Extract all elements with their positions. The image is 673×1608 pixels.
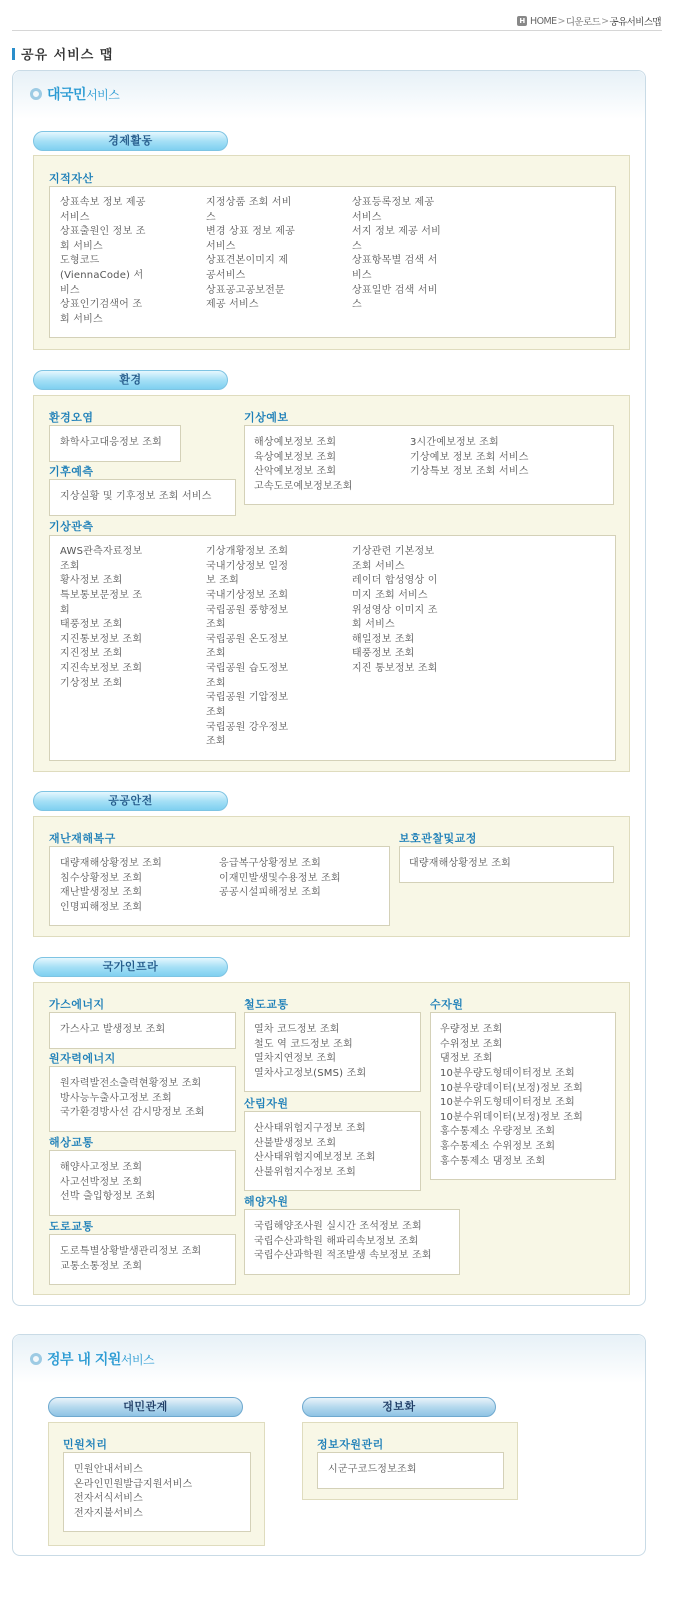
service-link[interactable]: 공공시설피해정보 조회 xyxy=(219,887,321,898)
subcat-water: 수자원 xyxy=(430,998,464,1011)
subcat-ip: 지적자산 xyxy=(49,172,94,185)
service-link[interactable]: 조회 xyxy=(206,619,226,630)
service-link[interactable]: 지진정보 조회 xyxy=(60,648,123,659)
service-link[interactable]: 도형코드 xyxy=(60,255,100,266)
service-link[interactable]: 원자력발전소출력현황정보 조회 xyxy=(60,1078,202,1089)
circle-icon xyxy=(30,1353,42,1365)
section-title: 정부 내 지원서비스 xyxy=(30,1349,154,1369)
service-link[interactable]: 응급복구상황정보 조회 xyxy=(219,858,321,869)
service-link[interactable]: 상표등록정보 제공 xyxy=(352,197,435,208)
service-link[interactable]: 비스 xyxy=(60,285,80,296)
service-link[interactable]: 상표출원인 정보 조 xyxy=(60,226,146,237)
service-link[interactable]: 기상예보 정보 조회 서비스 xyxy=(410,452,529,463)
service-link[interactable]: 10분수위도형데이터정보 조회 xyxy=(440,1097,575,1108)
service-link[interactable]: 침수상황정보 조회 xyxy=(60,873,143,884)
service-link[interactable]: 댐정보 조회 xyxy=(440,1053,493,1064)
subcat-marine: 해상교통 xyxy=(49,1136,94,1149)
service-link[interactable]: 기상관련 기본정보 xyxy=(352,546,435,557)
service-link[interactable]: 미지 조회 서비스 xyxy=(352,590,428,601)
category-environment[interactable]: 환경 xyxy=(33,370,228,390)
breadcrumb-download[interactable]: 디운로드 xyxy=(565,17,601,28)
service-link[interactable]: 해일정보 조회 xyxy=(352,634,415,645)
breadcrumb xyxy=(517,14,661,28)
service-link[interactable]: 산사태위험지구정보 조회 xyxy=(254,1123,366,1134)
page-title-text: 공유 서비스 맵 xyxy=(21,48,114,63)
divider xyxy=(12,30,662,31)
service-link[interactable]: 조회 xyxy=(206,678,226,689)
subcat-ocean: 해양자원 xyxy=(244,1195,289,1208)
service-link[interactable]: 기상정보 조회 xyxy=(60,678,123,689)
subcat-forest: 산림자원 xyxy=(244,1097,289,1110)
service-link[interactable]: 방사능누출사고정보 조회 xyxy=(60,1093,172,1104)
service-link[interactable]: 해양사고정보 조회 xyxy=(60,1162,143,1173)
breadcrumb-home[interactable]: HOME xyxy=(530,15,557,27)
service-link[interactable]: 제공 서비스 xyxy=(206,299,259,310)
service-link[interactable]: 조회 xyxy=(206,648,226,659)
service-link[interactable]: 민원안내서비스 xyxy=(74,1464,144,1475)
box-observation xyxy=(49,535,616,761)
service-link[interactable]: 지진통보정보 조회 xyxy=(60,634,143,645)
service-link[interactable]: 산악예보정보 조회 xyxy=(254,466,337,477)
subcat-complaint: 민원처리 xyxy=(63,1438,108,1451)
service-link[interactable]: 해상예보정보 조회 xyxy=(254,437,337,448)
subcat-resource: 정보자원관리 xyxy=(317,1438,384,1451)
service-link[interactable]: 10분우량데이터(보정)정보 조회 xyxy=(440,1083,584,1094)
service-link[interactable]: 상표인기검색어 조 xyxy=(60,299,143,310)
service-link[interactable]: 서지 정보 제공 서비 xyxy=(352,226,442,237)
service-link[interactable]: 전자지불서비스 xyxy=(74,1508,144,1519)
service-link[interactable]: 선박 출입항정보 조회 xyxy=(60,1191,156,1202)
service-link[interactable]: (ViennaCode) 서 xyxy=(60,270,144,281)
service-link[interactable]: 국내기상정보 일정 xyxy=(206,561,289,572)
service-link[interactable]: 보 조회 xyxy=(206,575,239,586)
service-link[interactable]: 국립공원 강우정보 xyxy=(206,722,289,733)
service-link[interactable]: 국립공원 풍향정보 xyxy=(206,605,289,616)
service-link[interactable]: 스 xyxy=(352,241,362,252)
service-link[interactable]: 태풍정보 조회 xyxy=(60,619,123,630)
service-link[interactable]: 비스 xyxy=(352,270,372,281)
home-icon: H xyxy=(517,16,527,26)
service-link[interactable]: 10분수위데이터(보정)정보 조회 xyxy=(440,1112,584,1123)
subcat-gas: 가스에너지 xyxy=(49,998,105,1011)
service-link[interactable]: 가스사고 발생정보 조회 xyxy=(60,1024,166,1035)
service-link[interactable]: 10분우량도형데이터정보 조회 xyxy=(440,1068,575,1079)
service-link[interactable]: 회 서비스 xyxy=(60,241,103,252)
service-link[interactable]: 회 서비스 xyxy=(352,619,395,630)
subcat-disaster: 재난재해복구 xyxy=(49,832,116,845)
service-link[interactable]: 위성영상 이미지 조 xyxy=(352,605,438,616)
service-link[interactable]: 철도 역 코드정보 조회 xyxy=(254,1039,353,1050)
service-link[interactable]: 스 xyxy=(206,212,216,223)
service-link[interactable]: 상표속보 정보 제공 xyxy=(60,197,146,208)
service-link[interactable]: 변경 상표 정보 제공 xyxy=(206,226,296,237)
category-informatization[interactable]: 정보화 xyxy=(302,1397,496,1417)
service-link[interactable]: 국립수산과학원 적조발생 속보정보 조회 xyxy=(254,1250,432,1261)
service-link[interactable]: 우량정보 조회 xyxy=(440,1024,503,1035)
subcat-protection: 보호관찰및교정 xyxy=(399,832,477,845)
service-link[interactable]: 서비스 xyxy=(206,241,236,252)
service-link[interactable]: 열차사고정보(SMS) 조회 xyxy=(254,1068,367,1079)
service-link[interactable]: 지진속보정보 조회 xyxy=(60,663,143,674)
category-infrastructure[interactable]: 국가인프라 xyxy=(33,957,228,977)
service-link[interactable]: 특보통보문정보 조 xyxy=(60,590,143,601)
service-link[interactable]: 회 서비스 xyxy=(60,314,103,325)
service-link[interactable]: 국립해양조사원 실시간 조석정보 조회 xyxy=(254,1221,422,1232)
service-link[interactable]: 홍수통제소 댐정보 조회 xyxy=(440,1156,546,1167)
service-link[interactable]: 화학사고대응정보 조회 xyxy=(60,437,162,448)
chevron-right-icon: > xyxy=(557,15,565,27)
service-link[interactable]: 수위정보 조회 xyxy=(440,1039,503,1050)
service-link[interactable]: 스 xyxy=(352,299,362,310)
service-link[interactable]: 국가환경방사선 감시망정보 조회 xyxy=(60,1107,205,1118)
service-link[interactable]: 조회 서비스 xyxy=(352,561,405,572)
service-link[interactable]: 서비스 xyxy=(352,212,382,223)
service-link[interactable]: 조회 xyxy=(60,561,80,572)
service-link[interactable]: 국립공원 기압정보 xyxy=(206,692,289,703)
service-link[interactable]: 기상개황정보 조회 xyxy=(206,546,289,557)
breadcrumb-current: 공유서비스맵 xyxy=(609,17,661,28)
subcat-rail: 철도교통 xyxy=(244,998,289,1011)
service-link[interactable]: 상표항목별 검색 서 xyxy=(352,255,438,266)
service-link[interactable]: 지정상품 조회 서비 xyxy=(206,197,292,208)
service-link[interactable]: 시군구코드정보조회 xyxy=(328,1464,417,1475)
service-link[interactable]: 산불위험지수정보 조회 xyxy=(254,1167,356,1178)
service-link[interactable]: 산불발생정보 조회 xyxy=(254,1138,337,1149)
service-link[interactable]: 대량재해상황정보 조회 xyxy=(60,858,162,869)
service-link[interactable]: 국립수산과학원 해파리속보정보 조회 xyxy=(254,1236,419,1247)
service-link[interactable]: 지진 통보정보 조회 xyxy=(352,663,438,674)
service-link[interactable]: 도로특별상황발생관리정보 조회 xyxy=(60,1246,202,1257)
service-link[interactable]: 상표공고공보전문 xyxy=(206,285,285,296)
service-link[interactable]: 사고선박정보 조회 xyxy=(60,1177,143,1188)
service-link[interactable]: 산사태위험지예보정보 조회 xyxy=(254,1152,376,1163)
service-link[interactable]: 3시간예보정보 조회 xyxy=(410,437,499,448)
service-link[interactable]: 대량재해상황정보 조회 xyxy=(409,858,511,869)
subcat-road: 도로교통 xyxy=(49,1220,94,1233)
service-link[interactable]: 고속도로예보정보조회 xyxy=(254,481,353,492)
service-link[interactable]: 교통소통정보 조회 xyxy=(60,1261,143,1272)
service-link[interactable]: 상표견본이미지 제 xyxy=(206,255,289,266)
service-link[interactable]: 육상예보정보 조회 xyxy=(254,452,337,463)
circle-icon xyxy=(30,88,42,100)
service-link[interactable]: 황사정보 조회 xyxy=(60,575,123,586)
service-link[interactable]: 지상실황 및 기후정보 조회 서비스 xyxy=(60,491,212,502)
service-link[interactable]: 이재민발생및수용정보 조회 xyxy=(219,873,341,884)
section-title: 대국민서비스 xyxy=(30,84,119,104)
service-link[interactable]: AWS관측자료정보 xyxy=(60,546,143,557)
service-link[interactable]: 인명피해정보 조회 xyxy=(60,902,143,913)
service-link[interactable]: 기상특보 정보 조회 서비스 xyxy=(410,466,529,477)
chevron-right-icon: > xyxy=(601,15,609,27)
subcat-pollution: 환경오염 xyxy=(49,411,94,424)
service-link[interactable]: 상표일반 검색 서비 xyxy=(352,285,438,296)
service-link[interactable]: 서비스 xyxy=(60,212,90,223)
service-link[interactable]: 공서비스 xyxy=(206,270,246,281)
service-link[interactable]: 홍수통제소 수위정보 조회 xyxy=(440,1141,556,1152)
category-civil-relations[interactable]: 대민관계 xyxy=(48,1397,243,1417)
service-link[interactable]: 재난발생정보 조회 xyxy=(60,887,143,898)
subcat-nuclear: 원자력에너지 xyxy=(49,1052,116,1065)
subcat-observation: 기상관측 xyxy=(49,520,94,533)
service-link[interactable]: 레이더 합성영상 이 xyxy=(352,575,438,586)
service-link[interactable]: 홍수통제소 우량정보 조회 xyxy=(440,1126,556,1137)
service-link[interactable]: 열차지연정보 조회 xyxy=(254,1053,337,1064)
service-link[interactable]: 회 xyxy=(60,605,70,616)
service-link[interactable]: 온라인민원발급지원서비스 xyxy=(74,1479,193,1490)
category-economy[interactable]: 경제활동 xyxy=(33,131,228,151)
subcat-forecast: 기상예보 xyxy=(244,411,289,424)
service-link[interactable]: 조회 xyxy=(206,736,226,747)
service-link[interactable]: 태풍정보 조회 xyxy=(352,648,415,659)
category-safety[interactable]: 공공안전 xyxy=(33,791,228,811)
service-link[interactable]: 국립공원 온도정보 xyxy=(206,634,289,645)
service-link[interactable]: 국립공원 습도정보 xyxy=(206,663,289,674)
service-link[interactable]: 전자서식서비스 xyxy=(74,1493,144,1504)
service-link[interactable]: 국내기상정보 조회 xyxy=(206,590,289,601)
page-title xyxy=(12,44,113,63)
subcat-climate: 기후예측 xyxy=(49,465,94,478)
service-link[interactable]: 조회 xyxy=(206,707,226,718)
service-link[interactable]: 열차 코드정보 조회 xyxy=(254,1024,340,1035)
